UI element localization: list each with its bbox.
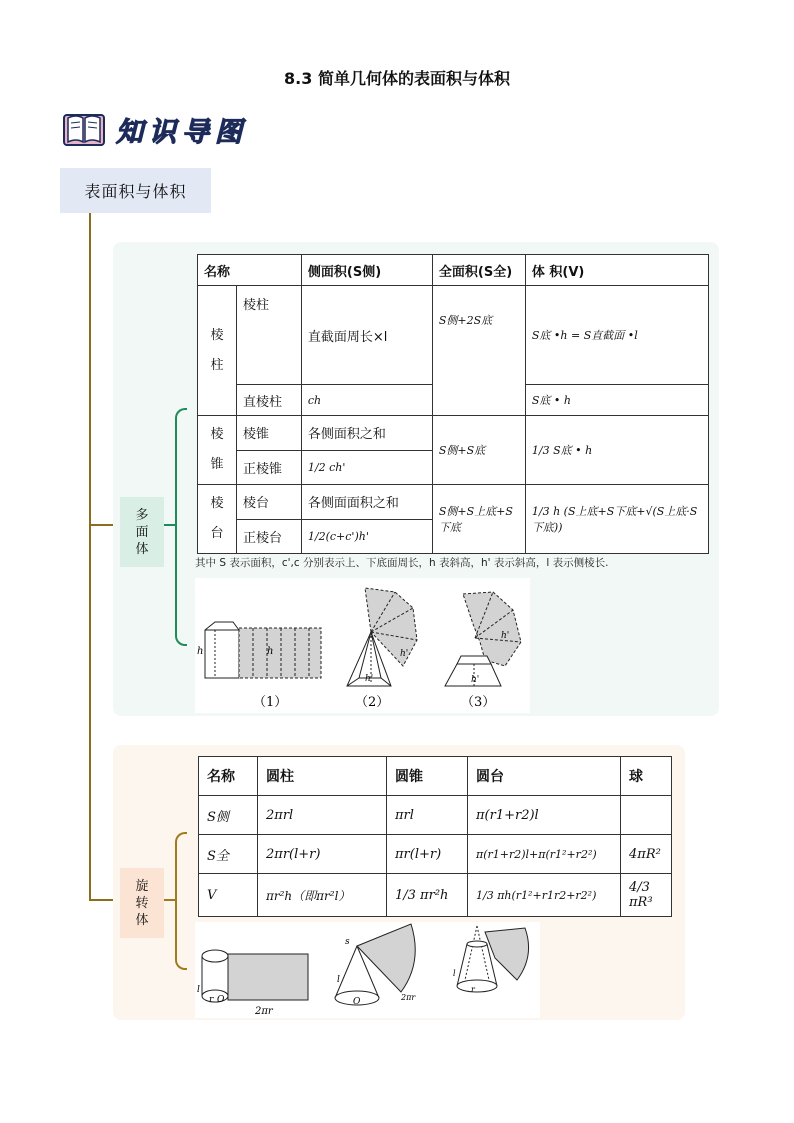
label-l: l (337, 975, 340, 985)
cell-sphere: 4/3 πR³ (621, 874, 672, 917)
table-row (198, 485, 709, 520)
group-char: 锥 (210, 457, 224, 472)
cell-cylinder: πr²h（即πr²l） (258, 874, 387, 917)
group-frustum (198, 485, 237, 554)
cell-sphere (621, 796, 672, 835)
root-node: 表面积与体积 (60, 168, 211, 213)
table-row (199, 835, 672, 874)
table-note: 其中 S 表示面积，c',c 分别表示上、下底面周长，h 表斜高，h' 表示斜高，l 表示侧棱长. (195, 557, 609, 569)
cell-prism: 棱柱 (237, 286, 302, 385)
label-l: l (453, 969, 456, 978)
polyhedron-unfold-figures (195, 578, 530, 713)
knowledge-map-banner (62, 108, 248, 150)
header-total: 全面积(S全) (432, 255, 525, 286)
row-label: V (199, 874, 258, 917)
header-sphere: 球 (621, 757, 672, 796)
prism-unfold-figure (205, 622, 321, 678)
label-o: O (217, 995, 225, 1005)
book-icon (62, 109, 106, 149)
node-char: 多 (135, 507, 149, 523)
label-h-prime: h' (400, 649, 409, 659)
label-h: h (197, 646, 204, 657)
cell-pyramid-side: 各侧面积之和 (301, 416, 432, 451)
cell-cone: πrl (387, 796, 468, 835)
cell-cylinder: 2πr(l+r) (258, 835, 387, 874)
cell-right-prism: 直棱柱 (237, 385, 302, 416)
cell-regular-frustum-side: 1/2(c+c')h' (301, 519, 432, 554)
label-h-prime: h' (365, 674, 374, 684)
bracket-rotation (175, 832, 187, 970)
node-char: 转 (135, 895, 149, 911)
caption-1: （1） (253, 695, 288, 710)
cell-cone: πr(l+r) (387, 835, 468, 874)
group-char: 棱 (210, 427, 224, 442)
cell-prism-volume: S底 •h = S直截面 •l (525, 286, 708, 385)
node-polyhedron (120, 497, 164, 567)
cell-cylinder: 2πrl (258, 796, 387, 835)
banner-title: 知识导图 (116, 116, 248, 148)
rotation-unfold-figures (195, 922, 540, 1018)
cell-prism-side: 直截面周长×l (301, 286, 432, 385)
group-char: 柱 (210, 357, 224, 373)
cell-frustum: π(r1+r2)l+π(r1²+r2²) (468, 835, 621, 874)
row-label: S全 (199, 835, 258, 874)
table-header-row (199, 757, 672, 796)
group-char: 棱 (210, 327, 224, 343)
cell-pyramid: 棱锥 (237, 416, 302, 451)
cell-frustum: π(r1+r2)l (468, 796, 621, 835)
row-label: S侧 (199, 796, 258, 835)
cell-pyramid-total: S侧+S底 (432, 416, 525, 485)
table-header-row (198, 255, 709, 286)
group-pyramid (198, 416, 237, 485)
group-char: 台 (210, 526, 224, 541)
label-h-prime: h' (501, 631, 510, 641)
header-frustum: 圆台 (468, 757, 621, 796)
header-name: 名称 (198, 255, 302, 286)
cell-right-prism-side: ch (301, 385, 432, 416)
group-char: 棱 (210, 496, 224, 511)
header-cylinder: 圆柱 (258, 757, 387, 796)
header-volume: 体 积(V) (525, 255, 708, 286)
label-2pir: 2πr (255, 1006, 273, 1017)
page-title: 8.3 简单几何体的表面积与体积 (284, 69, 510, 88)
label-r: r (471, 985, 475, 994)
cell-cone: 1/3 πr²h (387, 874, 468, 917)
node-char: 体 (135, 541, 149, 557)
header-name: 名称 (199, 757, 258, 796)
cell-frustum-side: 各侧面面积之和 (301, 485, 432, 520)
node-char: 体 (135, 912, 149, 928)
cell-regular-frustum: 正棱台 (237, 519, 302, 554)
polyhedron-formula-table (197, 254, 709, 554)
cell-pyramid-volume: 1/3 S底 • h (525, 416, 708, 485)
header-cone: 圆锥 (387, 757, 468, 796)
label-l: l (197, 985, 200, 995)
rotation-formula-table (198, 756, 672, 917)
cell-frustum-volume: 1/3 h (S上底+S下底+√(S上底·S下底)) (525, 485, 708, 554)
label-2pir: 2πr (401, 993, 416, 1002)
header-side: 侧面积(S侧) (301, 255, 432, 286)
label-h: h (267, 646, 274, 657)
bracket-polyhedron (175, 408, 187, 646)
caption-3: （3） (461, 695, 496, 710)
cell-right-prism-volume: S底 • h (525, 385, 708, 416)
table-row (199, 796, 672, 835)
cell-regular-pyramid: 正棱锥 (237, 450, 302, 485)
table-row (198, 416, 709, 451)
cell-sphere: 4πR² (621, 835, 672, 874)
caption-2: （2） (355, 695, 390, 710)
cell-frustum: 1/3 πh(r1²+r1r2+r2²) (468, 874, 621, 917)
label-h-prime: h' (471, 675, 480, 685)
label-r: r (209, 995, 214, 1005)
node-rotation (120, 868, 164, 938)
tree-trunk (89, 213, 91, 901)
label-o: O (353, 997, 361, 1007)
node-char: 面 (135, 524, 149, 540)
node-char: 旋 (135, 878, 149, 894)
group-prism (198, 286, 237, 416)
label-s: s (345, 937, 350, 947)
cell-frustum: 棱台 (237, 485, 302, 520)
table-row (198, 286, 709, 385)
cell-frustum-total: S侧+S上底+S下底 (432, 485, 525, 554)
cell-prism-total: S侧+2S底 (432, 286, 525, 416)
cell-regular-pyramid-side: 1/2 ch' (301, 450, 432, 485)
table-row (199, 874, 672, 917)
